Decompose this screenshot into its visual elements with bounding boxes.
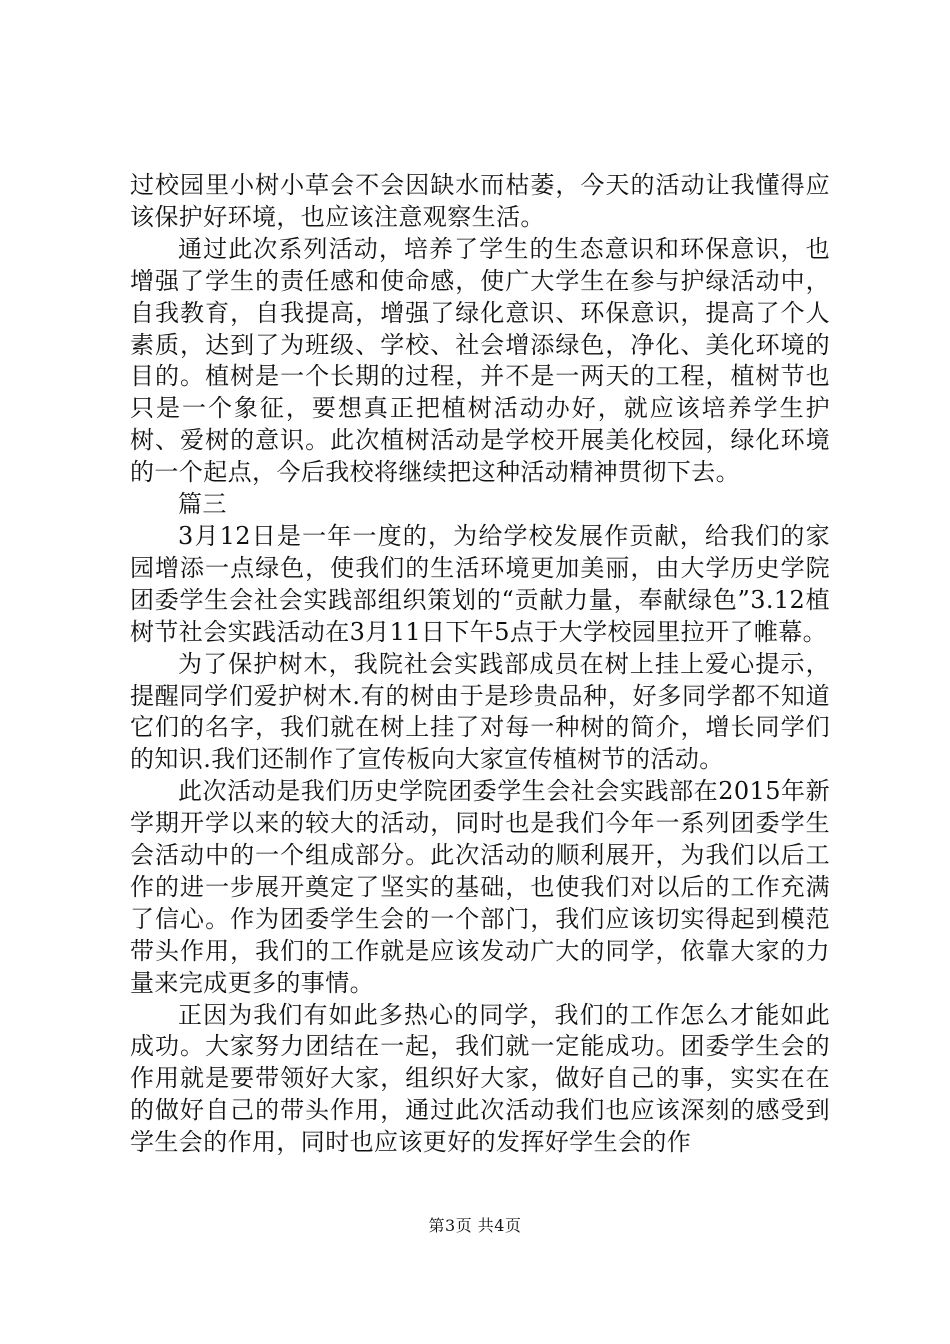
paragraph-1: 过校园里小树小草会不会因缺水而枯萎，今天的活动让我懂得应该保护好环境，也应该注意观察生活。 <box>130 171 830 231</box>
section-heading: 篇三 <box>178 490 227 519</box>
paragraph-5: 此次活动是我们历史学院团委学生会社会实践部在2015年新学期开学以来的较大的活动，同时也是我们今年一系列团委学生会活动中的一个组成部分。此次活动的顺利展开，为我们以后工作的进一步展开奠定了坚实的基础，也使我们对以后的工作充满了信心。作为团委学生会的一个部门，我们应该切实得起到模范带头作用，我们的工作就是应该发动广大的同学，依靠大家的力量来完成更多的事情。 <box>130 777 830 997</box>
paragraph-3: 3月12日是一年一度的，为给学校发展作贡献，给我们的家园增添一点绿色，使我们的生活环境更加美丽，由大学历史学院团委学生会社会实践部组织策划的“贡献力量，奉献绿色”3.12植树节社会实践活动在3月11日下午5点于大学校园里拉开了帷幕。 <box>130 521 830 646</box>
paragraph-2: 通过此次系列活动，培养了学生的生态意识和环保意识，也增强了学生的责任感和使命感，使广大学生在参与护绿活动中，自我教育，自我提高，增强了绿化意识、环保意识，提高了个人素质，达到了为班级、学校、社会增添绿色，净化、美化环境的目的。植树是一个长期的过程，并不是一两天的工程，植树节也只是一个象征，要想真正把植树活动办好，就应该培养学生护树、爱树的意识。此次植树活动是学校开展美化校园，绿化环境的一个起点，今后我校将继续把这种活动精神贯彻下去。 <box>130 234 830 487</box>
document-body <box>130 170 830 1159</box>
page-number-footer: 第3页 共4页 <box>428 1216 522 1235</box>
paragraph-6: 正因为我们有如此多热心的同学，我们的工作怎么才能如此成功。大家努力团结在一起，我们就一定能成功。团委学生会的作用就是要带领好大家，组织好大家，做好自己的事，实实在在的做好自己的带头作用，通过此次活动我们也应该深刻的感受到学生会的作用，同时也应该更好的发挥好学生会的作 <box>130 1000 830 1157</box>
paragraph-4: 为了保护树木，我院社会实践部成员在树上挂上爱心提示，提醒同学们爱护树木.有的树由于是珍贵品种，好多同学都不知道它们的名字，我们就在树上挂了对每一种树的简介，增长同学们的知识.我们还制作了宣传板向大家宣传植树节的活动。 <box>130 649 830 774</box>
